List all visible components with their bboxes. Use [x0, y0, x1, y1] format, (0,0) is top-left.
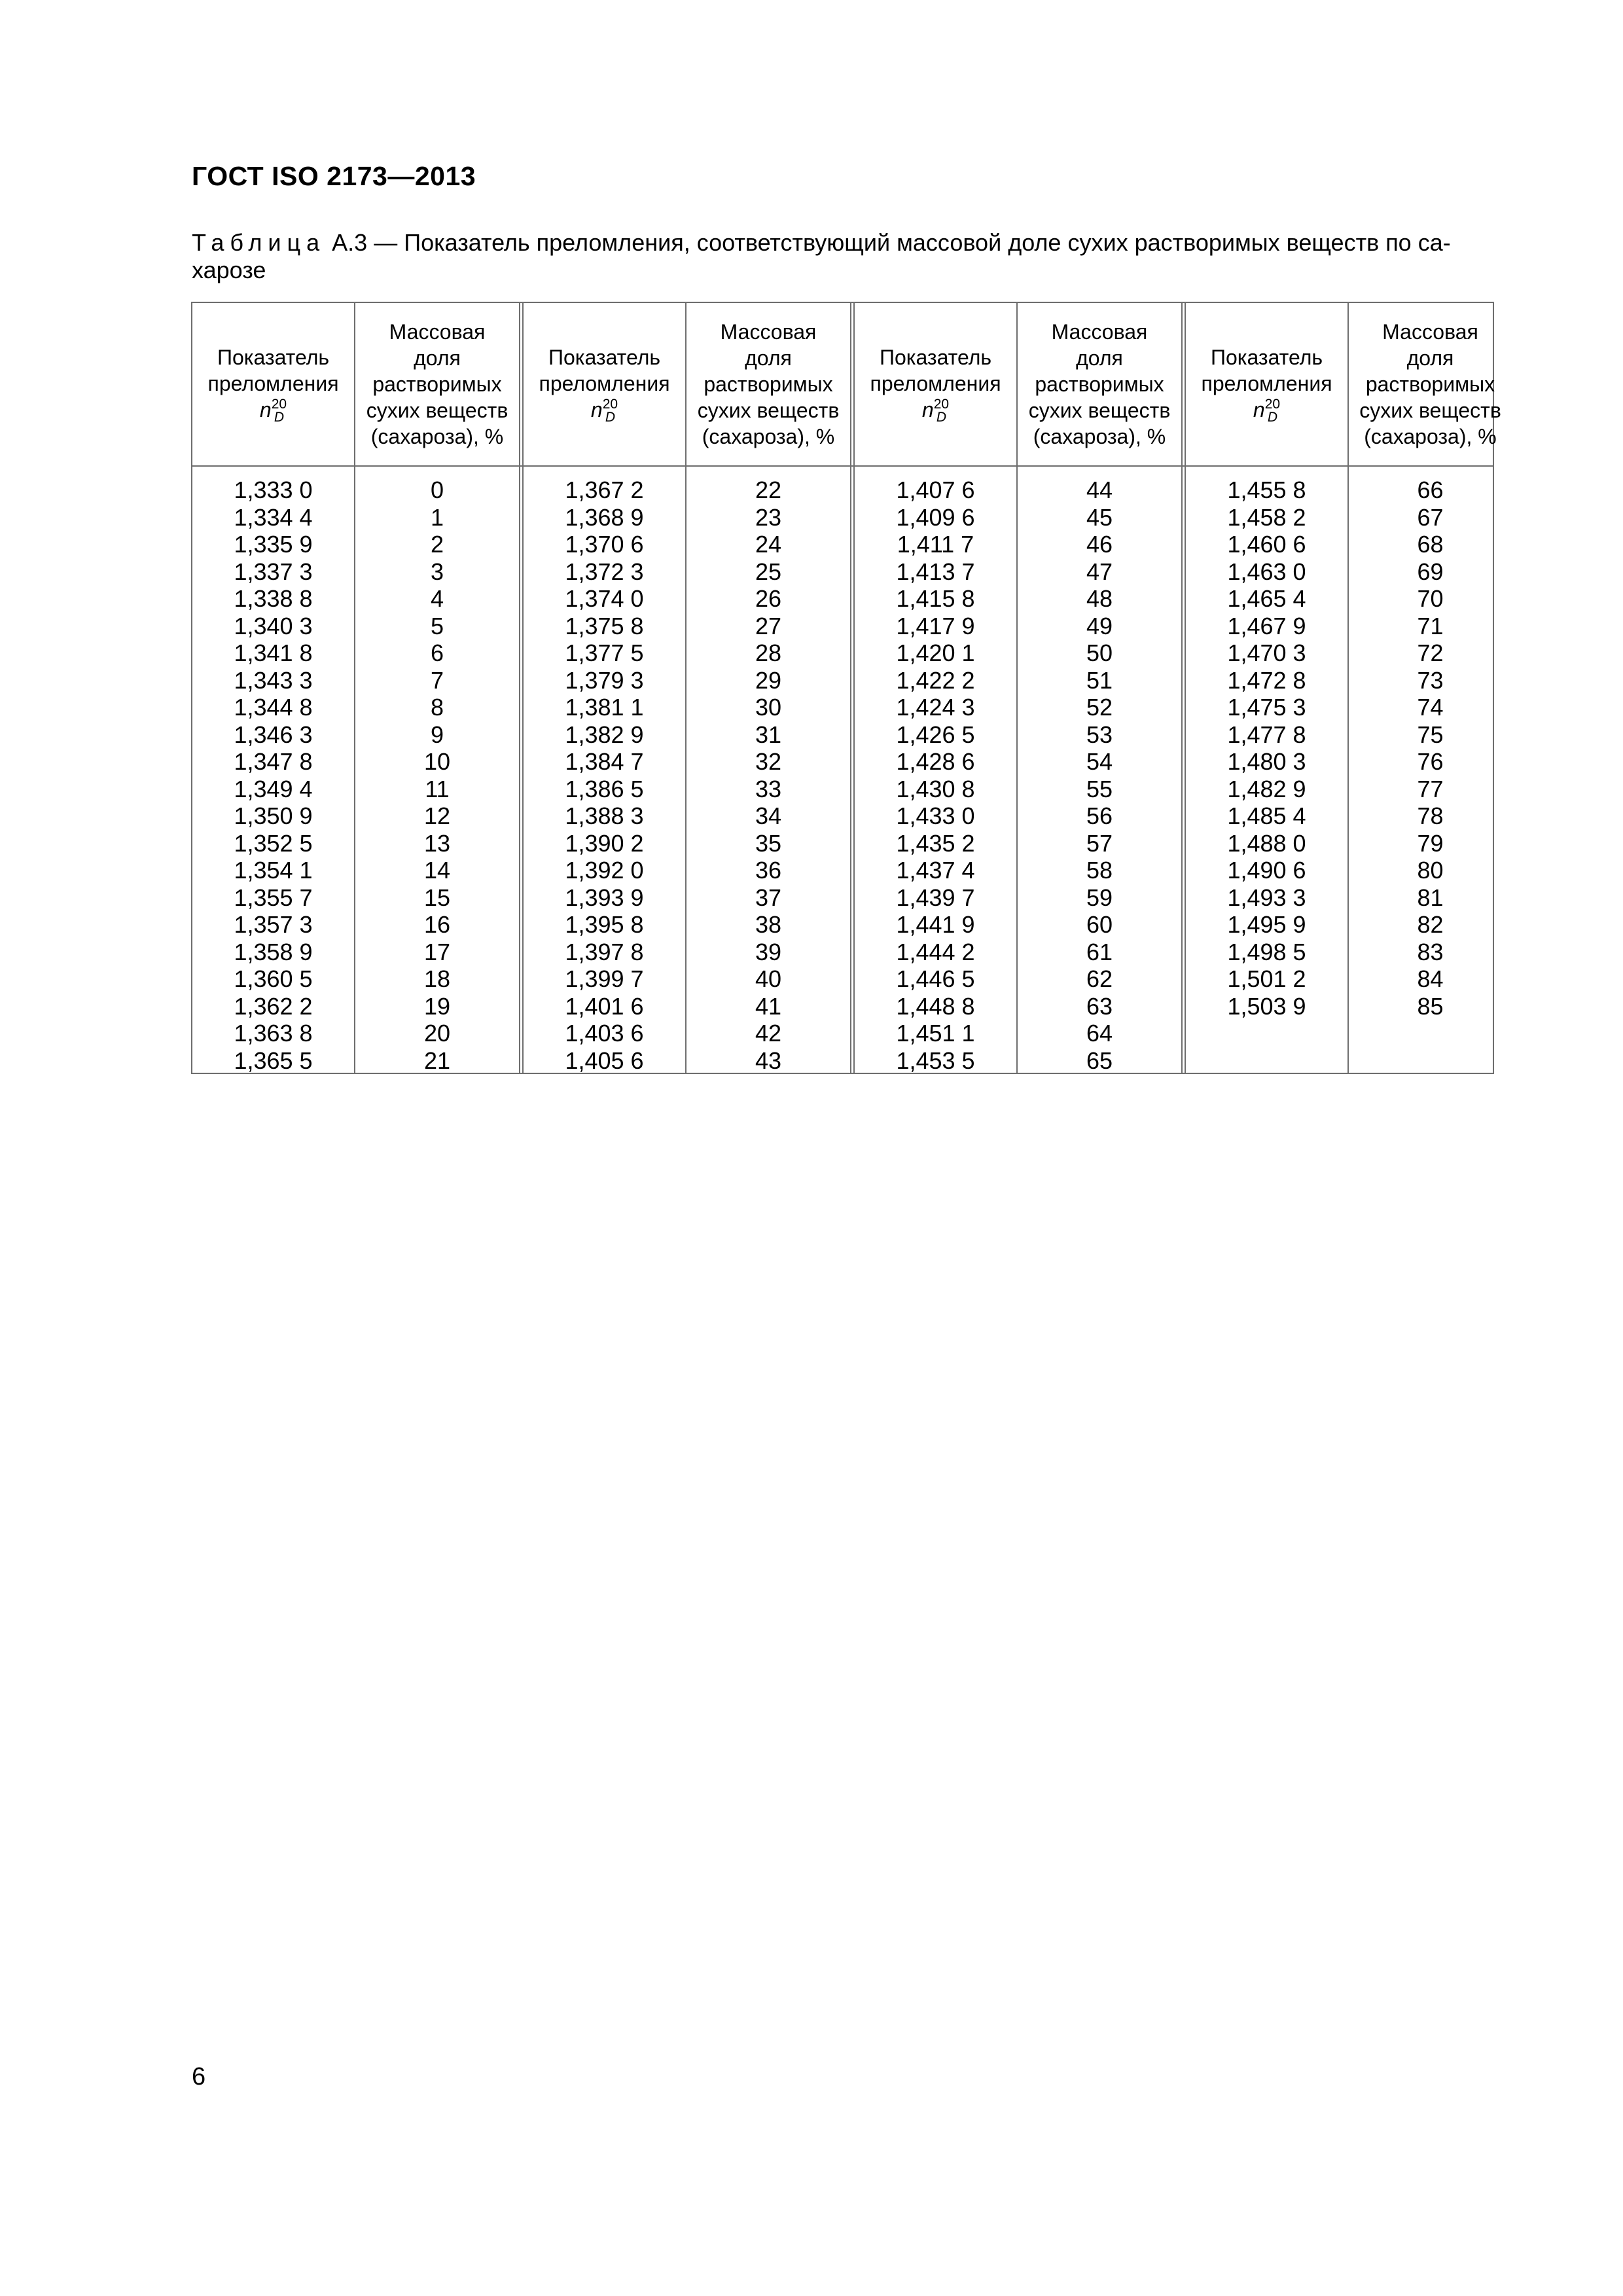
mass-cell: 56 [1086, 802, 1113, 829]
ri-cell: 1,463 0 [1227, 558, 1306, 585]
ri-cell: 1,490 6 [1227, 857, 1306, 884]
mass-cell: 51 [1086, 666, 1113, 694]
mass-cell: 24 [755, 531, 782, 558]
ri-cell: 1,386 5 [565, 775, 644, 802]
ri-cell: 1,374 0 [565, 585, 644, 612]
mass-cell: 39 [755, 938, 782, 965]
ri-cell: 1,439 7 [896, 884, 975, 911]
ri-cell: 1,382 9 [565, 721, 644, 748]
header-line: (сахароза), % [1033, 425, 1166, 448]
table-caption-label: Таблица [192, 229, 326, 256]
ri-cell: 1,458 2 [1227, 503, 1306, 531]
header-line: (сахароза), % [702, 425, 835, 448]
header-line: сухих веществ [697, 399, 840, 422]
mass-cell: 62 [1086, 965, 1113, 992]
mass-cell: 9 [430, 721, 444, 748]
ri-cell: 1,465 4 [1227, 585, 1306, 612]
ri-symbol [1253, 397, 1280, 425]
header-line: растворимых [372, 372, 502, 396]
ri-symbol-base: n [921, 397, 934, 422]
ri-cell: 1,365 5 [234, 1047, 313, 1074]
ri-symbol-sub: D [605, 410, 615, 425]
ri-cell: 1,346 3 [234, 721, 313, 748]
mass-cell: 34 [755, 802, 782, 829]
header-line: доля [1076, 346, 1123, 370]
header-line: сухих веществ [1359, 399, 1501, 422]
mass-cell: 48 [1086, 585, 1113, 612]
ri-cell: 1,360 5 [234, 965, 313, 992]
header-line: преломления [539, 371, 670, 395]
ri-column-header [1186, 303, 1347, 465]
mass-cell: 76 [1417, 748, 1444, 775]
ri-cell: 1,470 3 [1227, 639, 1306, 666]
mass-cell: 23 [755, 503, 782, 531]
mass-column-4 [1349, 303, 1512, 1073]
ri-symbol-sub: D [936, 410, 946, 425]
ri-cell: 1,392 0 [565, 857, 644, 884]
ri-cell: 1,420 1 [896, 639, 975, 666]
mass-cell: 33 [755, 775, 782, 802]
ri-cell: 1,433 0 [896, 802, 975, 829]
ri-cell: 1,426 5 [896, 721, 975, 748]
ri-cell: 1,448 8 [896, 992, 975, 1020]
ri-cell: 1,368 9 [565, 503, 644, 531]
header-line: Показатель [879, 345, 992, 369]
mass-cell: 1 [430, 503, 444, 531]
ri-symbol-sup: 20 [1264, 397, 1281, 412]
mass-cell: 70 [1417, 585, 1444, 612]
ri-column-header [855, 303, 1016, 465]
ri-cell: 1,498 5 [1227, 938, 1306, 965]
mass-cell: 55 [1086, 775, 1113, 802]
mass-cell: 80 [1417, 857, 1444, 884]
ri-symbol-base: n [259, 397, 272, 422]
ri-symbol-base: n [1253, 397, 1265, 422]
mass-column-header [355, 303, 519, 465]
ri-cell: 1,422 2 [896, 666, 975, 694]
mass-cell: 10 [423, 748, 451, 775]
ri-cell: 1,337 3 [234, 558, 313, 585]
ri-cell: 1,444 2 [896, 938, 975, 965]
document-code: ГОСТ ISO 2173—2013 [192, 161, 476, 191]
ri-cell: 1,415 8 [896, 585, 975, 612]
ri-cell: 1,358 9 [234, 938, 313, 965]
mass-cell: 40 [755, 965, 782, 992]
mass-cell: 73 [1417, 666, 1444, 694]
mass-cell: 50 [1086, 639, 1113, 666]
refractive-index-table [191, 302, 1501, 1074]
ri-cell: 1,397 8 [565, 938, 644, 965]
mass-cell: 5 [430, 612, 444, 639]
mass-cell: 27 [755, 612, 782, 639]
ri-cell: 1,485 4 [1227, 802, 1306, 829]
ri-cell: 1,338 8 [234, 585, 313, 612]
mass-cell: 78 [1417, 802, 1444, 829]
mass-cell: 60 [1086, 911, 1113, 938]
ri-cell: 1,375 8 [565, 612, 644, 639]
mass-cell: 20 [423, 1020, 451, 1047]
mass-cell: 75 [1417, 721, 1444, 748]
mass-cell: 30 [755, 694, 782, 721]
mass-cell: 61 [1086, 938, 1113, 965]
ri-cell: 1,379 3 [565, 666, 644, 694]
ri-symbol [260, 397, 287, 425]
mass-cell: 3 [430, 558, 444, 585]
mass-cell: 54 [1086, 748, 1113, 775]
ri-cell: 1,453 5 [896, 1047, 975, 1074]
mass-cell: 8 [430, 694, 444, 721]
mass-cell: 42 [755, 1020, 782, 1047]
header-line: Показатель [217, 345, 330, 369]
mass-cell: 25 [755, 558, 782, 585]
mass-cell: 49 [1086, 612, 1113, 639]
mass-cell: 67 [1417, 503, 1444, 531]
mass-column-header [687, 303, 850, 465]
ri-cell: 1,357 3 [234, 911, 313, 938]
ri-symbol [922, 397, 949, 425]
mass-cell: 16 [423, 911, 451, 938]
ri-cell: 1,424 3 [896, 694, 975, 721]
mass-cell: 29 [755, 666, 782, 694]
mass-cell: 6 [430, 639, 444, 666]
header-line: доля [1406, 346, 1454, 370]
mass-cell: 26 [755, 585, 782, 612]
mass-cell: 41 [755, 992, 782, 1020]
ri-cell: 1,344 8 [234, 694, 313, 721]
mass-cell: 74 [1417, 694, 1444, 721]
ri-cell: 1,347 8 [234, 748, 313, 775]
ri-cell: 1,405 6 [565, 1047, 644, 1074]
ri-column-1 [192, 303, 354, 1073]
ri-cell: 1,354 1 [234, 857, 313, 884]
ri-cell: 1,335 9 [234, 531, 313, 558]
group-divider [850, 303, 851, 1073]
mass-cell: 12 [423, 802, 451, 829]
ri-cell: 1,367 2 [565, 476, 644, 503]
mass-cell: 13 [423, 829, 451, 857]
mass-cell: 58 [1086, 857, 1113, 884]
mass-cell: 66 [1417, 476, 1444, 503]
mass-column-3 [1018, 303, 1181, 1073]
ri-cell: 1,467 9 [1227, 612, 1306, 639]
header-line: сухих веществ [366, 399, 508, 422]
ri-cell: 1,441 9 [896, 911, 975, 938]
ri-cell: 1,352 5 [234, 829, 313, 857]
ri-cell: 1,501 2 [1227, 965, 1306, 992]
ri-cell: 1,477 8 [1227, 721, 1306, 748]
mass-cell: 53 [1086, 721, 1113, 748]
group-divider [1181, 303, 1183, 1073]
header-line: Массовая [720, 320, 817, 344]
ri-cell: 1,384 7 [565, 748, 644, 775]
mass-cell: 69 [1417, 558, 1444, 585]
mass-cell: 46 [1086, 531, 1113, 558]
mass-cell: 44 [1086, 476, 1113, 503]
ri-cell: 1,460 6 [1227, 531, 1306, 558]
ri-column-3 [855, 303, 1016, 1073]
ri-cell: 1,372 3 [565, 558, 644, 585]
ri-cell: 1,388 3 [565, 802, 644, 829]
ri-cell: 1,340 3 [234, 612, 313, 639]
header-line: преломления [207, 371, 339, 395]
mass-cell: 35 [755, 829, 782, 857]
mass-cell: 81 [1417, 884, 1444, 911]
ri-cell: 1,377 5 [565, 639, 644, 666]
ri-cell: 1,455 8 [1227, 476, 1306, 503]
ri-cell: 1,451 1 [896, 1020, 975, 1047]
mass-cell: 28 [755, 639, 782, 666]
mass-cell: 68 [1417, 531, 1444, 558]
mass-cell: 18 [423, 965, 451, 992]
header-line: растворимых [1365, 372, 1495, 396]
ri-cell: 1,409 6 [896, 503, 975, 531]
ri-cell: 1,435 2 [896, 829, 975, 857]
ri-cell: 1,363 8 [234, 1020, 313, 1047]
mass-cell: 31 [755, 721, 782, 748]
mass-cell: 21 [423, 1047, 451, 1074]
ri-cell: 1,503 9 [1227, 992, 1306, 1020]
ri-cell: 1,480 3 [1227, 748, 1306, 775]
mass-cell: 65 [1086, 1047, 1113, 1074]
mass-cell: 52 [1086, 694, 1113, 721]
ri-cell: 1,399 7 [565, 965, 644, 992]
mass-cell: 45 [1086, 503, 1113, 531]
header-line: Массовая [389, 320, 486, 344]
ri-cell: 1,362 2 [234, 992, 313, 1020]
ri-cell: 1,475 3 [1227, 694, 1306, 721]
header-line: (сахароза), % [1364, 425, 1497, 448]
ri-column-header [192, 303, 354, 465]
ri-cell: 1,407 6 [896, 476, 975, 503]
mass-cell: 64 [1086, 1020, 1113, 1047]
ri-cell: 1,428 6 [896, 748, 975, 775]
page-number: 6 [192, 2063, 206, 2090]
header-line: растворимых [704, 372, 833, 396]
ri-cell: 1,430 8 [896, 775, 975, 802]
ri-symbol-sup: 20 [271, 397, 287, 412]
mass-cell: 47 [1086, 558, 1113, 585]
ri-cell: 1,411 7 [897, 531, 974, 558]
ri-cell: 1,417 9 [896, 612, 975, 639]
header-line: Массовая [1051, 320, 1148, 344]
mass-cell: 72 [1417, 639, 1444, 666]
table-caption [192, 229, 1494, 284]
mass-cell: 0 [430, 476, 444, 503]
mass-cell: 37 [755, 884, 782, 911]
mass-cell: 83 [1417, 938, 1444, 965]
mass-cell: 71 [1417, 612, 1444, 639]
ri-cell: 1,350 9 [234, 802, 313, 829]
mass-cell: 32 [755, 748, 782, 775]
ri-cell: 1,495 9 [1227, 911, 1306, 938]
mass-cell: 7 [430, 666, 444, 694]
ri-symbol [591, 397, 618, 425]
mass-cell: 4 [430, 585, 444, 612]
mass-cell: 38 [755, 911, 782, 938]
ri-cell: 1,395 8 [565, 911, 644, 938]
mass-cell: 22 [755, 476, 782, 503]
header-line: доля [414, 346, 461, 370]
mass-cell: 82 [1417, 911, 1444, 938]
mass-column-header [1349, 303, 1512, 465]
mass-cell: 2 [430, 531, 444, 558]
ri-cell: 1,437 4 [896, 857, 975, 884]
mass-cell: 85 [1417, 992, 1444, 1020]
header-line: Показатель [548, 345, 661, 369]
mass-column-1 [355, 303, 519, 1073]
mass-cell: 59 [1086, 884, 1113, 911]
header-line: (сахароза), % [370, 425, 504, 448]
table-caption-text-cont: харозе [192, 257, 266, 283]
header-line: сухих веществ [1028, 399, 1171, 422]
mass-cell: 84 [1417, 965, 1444, 992]
table-caption-text: А.3 — Показатель преломления, соответствующий массовой доле сухих растворимых веществ по са- [325, 229, 1451, 256]
header-line: Показатель [1210, 345, 1323, 369]
mass-cell: 17 [423, 938, 451, 965]
ri-cell: 1,370 6 [565, 531, 644, 558]
mass-cell: 43 [755, 1047, 782, 1074]
mass-cell: 14 [423, 857, 451, 884]
mass-cell: 63 [1086, 992, 1113, 1020]
ri-column-4 [1186, 303, 1347, 1073]
ri-cell: 1,381 1 [565, 694, 644, 721]
mass-column-2 [687, 303, 850, 1073]
header-line: преломления [870, 371, 1001, 395]
header-line: преломления [1201, 371, 1332, 395]
group-divider [519, 303, 520, 1073]
mass-cell: 36 [755, 857, 782, 884]
ri-cell: 1,341 8 [234, 639, 313, 666]
mass-cell: 79 [1417, 829, 1444, 857]
ri-cell: 1,390 2 [565, 829, 644, 857]
ri-cell: 1,393 9 [565, 884, 644, 911]
ri-cell: 1,349 4 [234, 775, 313, 802]
mass-column-header [1018, 303, 1181, 465]
ri-cell: 1,333 0 [234, 476, 313, 503]
ri-symbol-base: n [590, 397, 603, 422]
ri-cell: 1,446 5 [896, 965, 975, 992]
ri-cell: 1,482 9 [1227, 775, 1306, 802]
ri-column-header [524, 303, 685, 465]
ri-cell: 1,403 6 [565, 1020, 644, 1047]
header-line: доля [745, 346, 792, 370]
mass-cell: 57 [1086, 829, 1113, 857]
ri-cell: 1,472 8 [1227, 666, 1306, 694]
ri-cell: 1,413 7 [896, 558, 975, 585]
ri-symbol-sup: 20 [933, 397, 950, 412]
header-line: Массовая [1382, 320, 1478, 344]
ri-column-2 [524, 303, 685, 1073]
mass-cell: 19 [423, 992, 451, 1020]
ri-symbol-sup: 20 [602, 397, 618, 412]
ri-cell: 1,493 3 [1227, 884, 1306, 911]
ri-cell: 1,355 7 [234, 884, 313, 911]
mass-cell: 77 [1417, 775, 1444, 802]
ri-symbol-sub: D [274, 410, 284, 425]
mass-cell: 15 [423, 884, 451, 911]
ri-cell: 1,401 6 [565, 992, 644, 1020]
ri-symbol-sub: D [1267, 410, 1277, 425]
mass-cell: 11 [425, 775, 450, 802]
ri-cell: 1,488 0 [1227, 829, 1306, 857]
ri-cell: 1,343 3 [234, 666, 313, 694]
ri-cell: 1,334 4 [234, 503, 313, 531]
header-line: растворимых [1035, 372, 1164, 396]
